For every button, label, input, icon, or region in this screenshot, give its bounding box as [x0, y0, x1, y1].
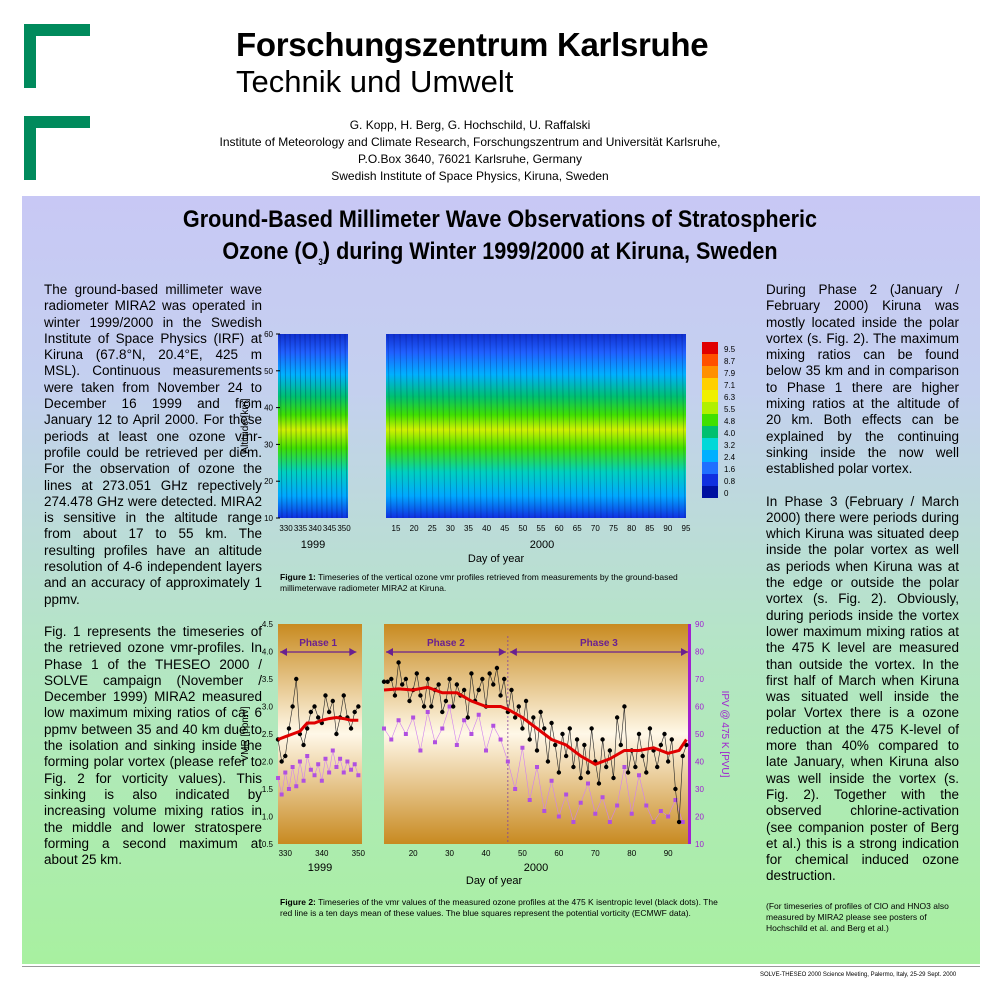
pv-point: [323, 757, 327, 761]
fig2-y2tick-label: 90: [695, 620, 704, 629]
heatmap-panel-1999: [278, 334, 348, 518]
pv-point: [499, 738, 503, 742]
vmr-point: [611, 776, 615, 780]
logo: [24, 24, 90, 180]
fig2-ytick-label: 3.5: [261, 675, 273, 684]
pv-point: [327, 771, 331, 775]
title-line-1: Ground-Based Millimeter Wave Observations of Stratospheric: [182, 206, 818, 233]
vmr-point: [440, 710, 444, 714]
figure-1-caption: [280, 572, 720, 594]
vmr-point: [659, 743, 663, 747]
vmr-point: [418, 693, 422, 697]
vmr-point: [662, 732, 666, 736]
pv-point: [342, 771, 346, 775]
affiliation-2: Swedish Institute of Space Physics, Kiruna, Sweden: [331, 169, 609, 183]
colorbar-label: 5.5: [724, 405, 736, 414]
pv-point: [418, 749, 422, 753]
left-column: [44, 282, 262, 884]
vmr-point: [575, 737, 579, 741]
fig1-xtick-label: 60: [554, 524, 564, 533]
vmr-point: [491, 682, 495, 686]
vmr-point: [670, 737, 674, 741]
vmr-point: [451, 704, 455, 708]
pv-point: [630, 812, 634, 816]
phase-label: Phase 3: [580, 638, 618, 649]
vmr-point: [677, 820, 681, 824]
vmr-point: [283, 754, 287, 758]
fig1-ytick-label: 40: [264, 403, 273, 413]
pv-point: [659, 809, 663, 813]
fzk-logo-icon: [24, 24, 90, 180]
pv-point: [455, 743, 459, 747]
figure-1-heatmap: [236, 326, 756, 566]
fig2-ytick-label: 1.0: [261, 812, 273, 822]
vmr-point: [290, 704, 294, 708]
vmr-point: [301, 743, 305, 747]
colorbar-swatch: [702, 462, 718, 474]
vmr-point: [312, 704, 316, 708]
pv-point: [349, 768, 353, 772]
vmr-point: [426, 677, 430, 681]
vmr-point: [633, 765, 637, 769]
pv-point: [644, 804, 648, 808]
fig1-xtick-label: 330: [279, 524, 293, 533]
right-column: [766, 282, 959, 934]
pv-point: [305, 754, 309, 758]
vmr-point: [342, 693, 346, 697]
fig1-ytick-label: 10: [264, 514, 273, 523]
vmr-point: [407, 699, 411, 703]
colorbar-label: 8.7: [724, 357, 736, 366]
fig2-xtick-label: 90: [663, 849, 673, 858]
pv-point: [448, 705, 452, 709]
colorbar-swatch: [702, 378, 718, 390]
fig2-y2tick-label: 40: [695, 757, 704, 767]
fig1-ylabel: Altitude [km]: [240, 398, 251, 454]
fig1-xtick-label: 30: [445, 524, 455, 533]
pv-point: [302, 779, 306, 783]
vmr-point: [604, 765, 608, 769]
left-paragraph: The ground-based millimeter wave radiometer MIRA2 was operated in winter 1999/2000 in the Swedish Institute of Space Physics (IRF) at Kiruna (67.8°N, 20.4°E, 425 m MSL). Continuous measurements were taken from November 24 to December 16 1999 and from January 12 to April 2000. For these periods at least one ozone vmr-profile could be retrieved per diem. For the observation of ozone the lines at 273.051 GHz repectively 274.478 GHz were detected. MIRA2 is sensitive in the altitude range from about 17 to 55 km. The resulting profiles have an altitude resolution of 4-6 independent layers and an accuracy of approximately 1 ppmv.: [44, 282, 262, 607]
vmr-point: [517, 704, 521, 708]
colorbar-swatch: [702, 390, 718, 402]
vmr-point: [415, 671, 419, 675]
fig1-xtick-label: 35: [464, 524, 473, 533]
vmr-point: [568, 726, 572, 730]
fig1-xtick-label: 80: [627, 524, 637, 533]
vmr-point: [538, 710, 542, 714]
pv-point: [404, 732, 408, 736]
pv-point: [484, 749, 488, 753]
fig1-ytick-label: 20: [264, 477, 273, 487]
vmr-point: [549, 721, 553, 725]
vmr-point: [334, 732, 338, 736]
vmr-panel-2000: [384, 624, 690, 844]
pv-point: [535, 765, 539, 769]
fig1-xtick-label: 340: [308, 524, 322, 533]
pv-point: [622, 765, 626, 769]
vmr-point: [331, 699, 335, 703]
colorbar-label: 6.3: [724, 393, 736, 402]
colorbar-swatch: [702, 342, 718, 354]
pv-point: [681, 820, 685, 824]
fig1-xtick-label: 25: [427, 524, 437, 533]
vmr-point: [480, 677, 484, 681]
fig2-ytick-label: 3.0: [261, 702, 273, 712]
colorbar-swatch: [702, 426, 718, 438]
fig1-xtick-label: 45: [500, 524, 510, 533]
fig1-xtick-label: 350: [337, 524, 351, 533]
fig2-xtick-label: 350: [351, 849, 366, 858]
poster-title: [50, 204, 950, 278]
pv-point: [276, 776, 280, 780]
colorbar-swatch: [702, 354, 718, 366]
colorbar-label: 0.8: [724, 477, 736, 486]
fig2-ytick-label: 2.5: [261, 730, 273, 739]
fig1-xtick-label: 20: [409, 524, 419, 533]
vmr-point: [524, 699, 528, 703]
pv-point: [287, 787, 291, 791]
vmr-point: [589, 726, 593, 730]
fig1-xtick-label: 65: [572, 524, 582, 533]
phase-label: Phase 1: [299, 638, 338, 649]
pv-point: [411, 716, 415, 720]
vmr-point: [542, 726, 546, 730]
vmr-point: [466, 715, 470, 719]
author-list: G. Kopp, H. Berg, G. Hochschild, U. Raffalski: [349, 118, 591, 132]
fig2-y2tick-label: 80: [695, 647, 704, 657]
colorbar-label: 3.2: [724, 441, 736, 450]
fig1-xtick-label: 15: [391, 524, 401, 533]
colorbar-swatch: [702, 474, 718, 486]
fig2-y2tick-label: 60: [695, 702, 704, 712]
fig2-year-2000: 2000: [523, 862, 549, 874]
vmr-point: [444, 699, 448, 703]
footer-text: SOLVE-THESEO 2000 Science Meeting, Palermo, Italy, 25-29 Sept. 2000: [760, 972, 957, 978]
vmr-point: [640, 754, 644, 758]
pv-point: [426, 710, 430, 714]
right-paragraph: During Phase 2 (January / February 2000) Kiruna was mostly located inside the polar vortex (s. Fig. 2). The maximum mixing ratios can be found below 35 km and in comparison to Phase 1 there are higher mixing ratios at the altitude of 20 km. Both effects can be explained by the continuing sinking inside the now well established polar vortex.: [766, 282, 959, 477]
footer-divider: [22, 966, 980, 967]
pv-point: [608, 820, 612, 824]
fig2-ytick-label: 2.0: [261, 757, 273, 767]
fig1-xtick-label: 335: [293, 524, 308, 533]
vmr-point: [495, 666, 499, 670]
fig2-xtick-label: 50: [517, 849, 527, 858]
title-part-b: ) during Winter 1999/2000 at Kiruna, Sweden: [322, 238, 778, 265]
pv-point: [280, 793, 284, 797]
vmr-point: [553, 743, 557, 747]
vmr-point: [535, 748, 539, 752]
fig1-year-2000: 2000: [529, 539, 555, 551]
vmr-point: [564, 754, 568, 758]
vmr-point: [528, 737, 532, 741]
fig2-xtick-label: 70: [590, 849, 600, 858]
colorbar-label: 7.9: [724, 369, 736, 378]
title-subscript: 3: [318, 256, 323, 267]
pv-point: [666, 815, 670, 819]
vmr-point: [582, 743, 586, 747]
pv-point: [389, 738, 393, 742]
fig2-xtick-label: 30: [445, 849, 455, 858]
colorbar-label: 0: [724, 489, 729, 498]
vmr-point: [279, 759, 283, 763]
pv-point: [593, 812, 597, 816]
pv-point: [652, 820, 656, 824]
vmr-point: [681, 754, 685, 758]
org-subtitle: Technik und Umwelt: [236, 64, 514, 99]
fig1-xtick-label: 55: [536, 524, 546, 533]
vmr-point: [520, 726, 524, 730]
fig2-xtick-label: 20: [408, 849, 418, 858]
fig1-xtick-label: 40: [482, 524, 492, 533]
colorbar-label: 7.1: [724, 381, 736, 390]
vmr-point: [356, 704, 360, 708]
pv-point: [440, 727, 444, 731]
fig1-caption-text: Timeseries of the vertical ozone vmr profiles retrieved from measurements by the ground-based millimeterwave radiometer MIRA2 at Kiruna.: [280, 572, 678, 593]
vmr-point: [436, 682, 440, 686]
fig2-xlabel: Day of year: [465, 875, 523, 887]
fig2-y2tick-label: 20: [695, 812, 704, 822]
vmr-point: [385, 680, 389, 684]
vmr-point: [396, 660, 400, 664]
pv-point: [586, 782, 590, 786]
fig2-xtick-label: 40: [481, 849, 491, 858]
pv-point: [316, 762, 320, 766]
fig2-ytick-label: 1.5: [261, 785, 273, 794]
vmr-point: [316, 715, 320, 719]
pv-point: [469, 732, 473, 736]
colorbar-label: 9.5: [724, 345, 736, 354]
fig1-xtick-label: 50: [518, 524, 528, 533]
pv-point: [309, 768, 313, 772]
pv-point: [601, 795, 605, 799]
fig1-ytick-label: 50: [264, 366, 273, 376]
vmr-point: [323, 693, 327, 697]
pv-point: [353, 762, 357, 766]
fig1-xtick-label: 95: [681, 524, 691, 533]
vmr-point: [404, 677, 408, 681]
vmr-point: [586, 770, 590, 774]
vmr-point: [400, 682, 404, 686]
fig2-caption-label: Figure 2:: [280, 897, 316, 907]
pv-point: [397, 718, 401, 722]
right-paragraph: In Phase 3 (February / March 2000) there were periods during which Kiruna was situated deep inside the polar vortex as well as periods when Kiruna was at the edge or outside the polar vortex (s. Fig. 2). Obviously, during periods inside the vortex lower maximum mixing ratios at the 475 K level are measured than outside the vortex. In the first half of March when Kiruna was situated well inside the polar Vortex there is a ozone reduction at the 475 K-level of more than 40% compared to late January, when Kiruna also was well inside the vortex (s. Fig. 2). Together with the observed chlorine-activation (see companion poster of Berg et al.) this is a strong indication for chemical induced ozone destruction.: [766, 493, 959, 884]
vmr-point: [579, 776, 583, 780]
phase-label: Phase 2: [427, 638, 465, 649]
vmr-point: [294, 677, 298, 681]
vmr-point: [615, 715, 619, 719]
title-part-a: Ozone (O: [222, 238, 319, 265]
vmr-point: [546, 759, 550, 763]
vmr-point: [389, 677, 393, 681]
fig1-ytick-label: 30: [264, 440, 273, 450]
vmr-point: [637, 732, 641, 736]
pv-point: [571, 820, 575, 824]
vmr-point: [557, 770, 561, 774]
title-line-2: [50, 236, 950, 278]
pv-point: [579, 801, 583, 805]
colorbar-swatch: [702, 414, 718, 426]
fig2-caption-text: Timeseries of the vmr values of the measured ozone profiles at the 475 K isentropic level (black dots). The red line is a ten days mean of these values. The blue squares represent the potential vorticity (ECMWF data).: [280, 897, 718, 918]
fig2-ytick-label: 4.5: [261, 620, 273, 629]
pv-point: [637, 773, 641, 777]
vmr-point: [597, 781, 601, 785]
vmr-point: [422, 704, 426, 708]
pv-point: [338, 757, 342, 761]
fig1-xtick-label: 85: [645, 524, 655, 533]
pv-point: [477, 713, 481, 717]
vmr-point: [531, 715, 535, 719]
vmr-point: [666, 759, 670, 763]
colorbar-label: 4.0: [724, 429, 736, 438]
vmr-point: [462, 688, 466, 692]
figure-2-scatter: [236, 616, 756, 892]
vmr-point: [622, 704, 626, 708]
fig2-xtick-label: 330: [278, 849, 292, 858]
fig2-ylabel: VMR [ppmv]: [240, 706, 251, 762]
pv-point: [462, 718, 466, 722]
fig1-caption-label: Figure 1:: [280, 572, 316, 582]
fig2-ytick-label: 0.5: [261, 840, 273, 849]
vmr-point: [626, 770, 630, 774]
vmr-point: [502, 677, 506, 681]
vmr-point: [648, 726, 652, 730]
vmr-point: [509, 688, 513, 692]
pv-point: [334, 765, 338, 769]
fig2-y2tick-label: 10: [695, 840, 704, 849]
vmr-point: [487, 671, 491, 675]
vmr-point: [655, 765, 659, 769]
vmr-point: [327, 710, 331, 714]
vmr-point: [309, 710, 313, 714]
fig2-xtick-label: 60: [554, 849, 564, 858]
fig1-ytick-label: 60: [264, 330, 273, 339]
pv-point: [298, 760, 302, 764]
fig1-year-1999: 1999: [300, 539, 326, 551]
fig2-xtick-label: 80: [627, 849, 637, 858]
colorbar-swatch: [702, 450, 718, 462]
pv-point: [291, 765, 295, 769]
pv-point: [513, 787, 517, 791]
vmr-point: [287, 726, 291, 730]
org-name: Forschungszentrum Karlsruhe: [236, 26, 709, 63]
vmr-point: [455, 682, 459, 686]
pv-point: [313, 773, 317, 777]
fig2-year-1999: 1999: [307, 862, 333, 874]
pv-point: [520, 746, 524, 750]
fig1-xtick-label: 90: [663, 524, 673, 533]
fig2-ytick-label: 4.0: [261, 647, 273, 657]
vmr-point: [447, 677, 451, 681]
affiliation-address: P.O.Box 3640, 76021 Karlsruhe, Germany: [358, 152, 582, 166]
fig2-y2tick-label: 50: [695, 730, 704, 739]
pv-point: [331, 749, 335, 753]
pv-point: [491, 724, 495, 728]
pv-point: [564, 793, 568, 797]
pv-point: [294, 784, 298, 788]
fig2-y2tick-label: 70: [695, 675, 704, 684]
pv-point: [542, 809, 546, 813]
pv-point: [550, 779, 554, 783]
pv-point: [283, 771, 287, 775]
colorbar-swatch: [702, 486, 718, 498]
pv-point: [320, 779, 324, 783]
fig1-xtick-label: 70: [590, 524, 600, 533]
vmr-point: [560, 732, 564, 736]
colorbar-swatch: [702, 438, 718, 450]
colorbar-label: 4.8: [724, 417, 736, 426]
vmr-point: [498, 693, 502, 697]
colorbar-label: 1.6: [724, 465, 736, 474]
fig2-xtick-label: 340: [315, 849, 329, 858]
vmr-point: [469, 671, 473, 675]
fig1-xtick-label: 75: [609, 524, 618, 533]
vmr-point: [673, 787, 677, 791]
colorbar-swatch: [702, 402, 718, 414]
vmr-point: [477, 688, 481, 692]
note-text: (For timeseries of profiles of ClO and HNO3 also measured by MIRA2 please see posters of Hochschild et al. and Berg et al.): [766, 900, 949, 933]
pv-point: [345, 760, 349, 764]
vmr-point: [600, 737, 604, 741]
vmr-point: [429, 704, 433, 708]
vmr-point: [608, 748, 612, 752]
pv-point: [382, 727, 386, 731]
colorbar-swatch: [702, 366, 718, 378]
colorbar-label: 2.4: [724, 453, 736, 462]
vmr-point: [571, 765, 575, 769]
vmr-point: [393, 693, 397, 697]
left-paragraph: Fig. 1 represents the timeseries of the retrieved ozone vmr-profiles. In Phase 1 of the THESEO 2000 / SOLVE campaign (November / December 1999) MIRA2 measured low maximum mixing ratios of ca. 6 ppmv between 35 and 40 km due to the isolation and sinking inside the forming polar vortex (please refer to Fig. 2 for vorticity values). This sinking is also indicated by increasing volume mixing ratios in the middle and lower stratospere forming a second maximum at about 25 km.: [44, 623, 262, 868]
vmr-point: [619, 743, 623, 747]
pv-point: [615, 804, 619, 808]
vmr-point: [349, 726, 353, 730]
fig1-xtick-label: 345: [322, 524, 337, 533]
pv-point: [528, 798, 532, 802]
fig2-y2label: IPV @ 475 K [PVU]: [719, 690, 730, 778]
pv-point: [506, 760, 510, 764]
fig2-y2tick-label: 30: [695, 785, 704, 794]
vmr-point: [352, 710, 356, 714]
pv-point: [557, 815, 561, 819]
affiliation-1: Institute of Meteorology and Climate Research, Forschungszentrum and Universität Karlsruhe,: [219, 135, 721, 149]
pv-point: [356, 773, 360, 777]
pv-point: [433, 740, 437, 744]
authors-block: [190, 117, 750, 185]
ipv-axis-line: [688, 624, 691, 844]
figure-2-caption: [280, 897, 720, 919]
fig1-xlabel: Day of year: [467, 553, 525, 565]
vmr-point: [644, 770, 648, 774]
